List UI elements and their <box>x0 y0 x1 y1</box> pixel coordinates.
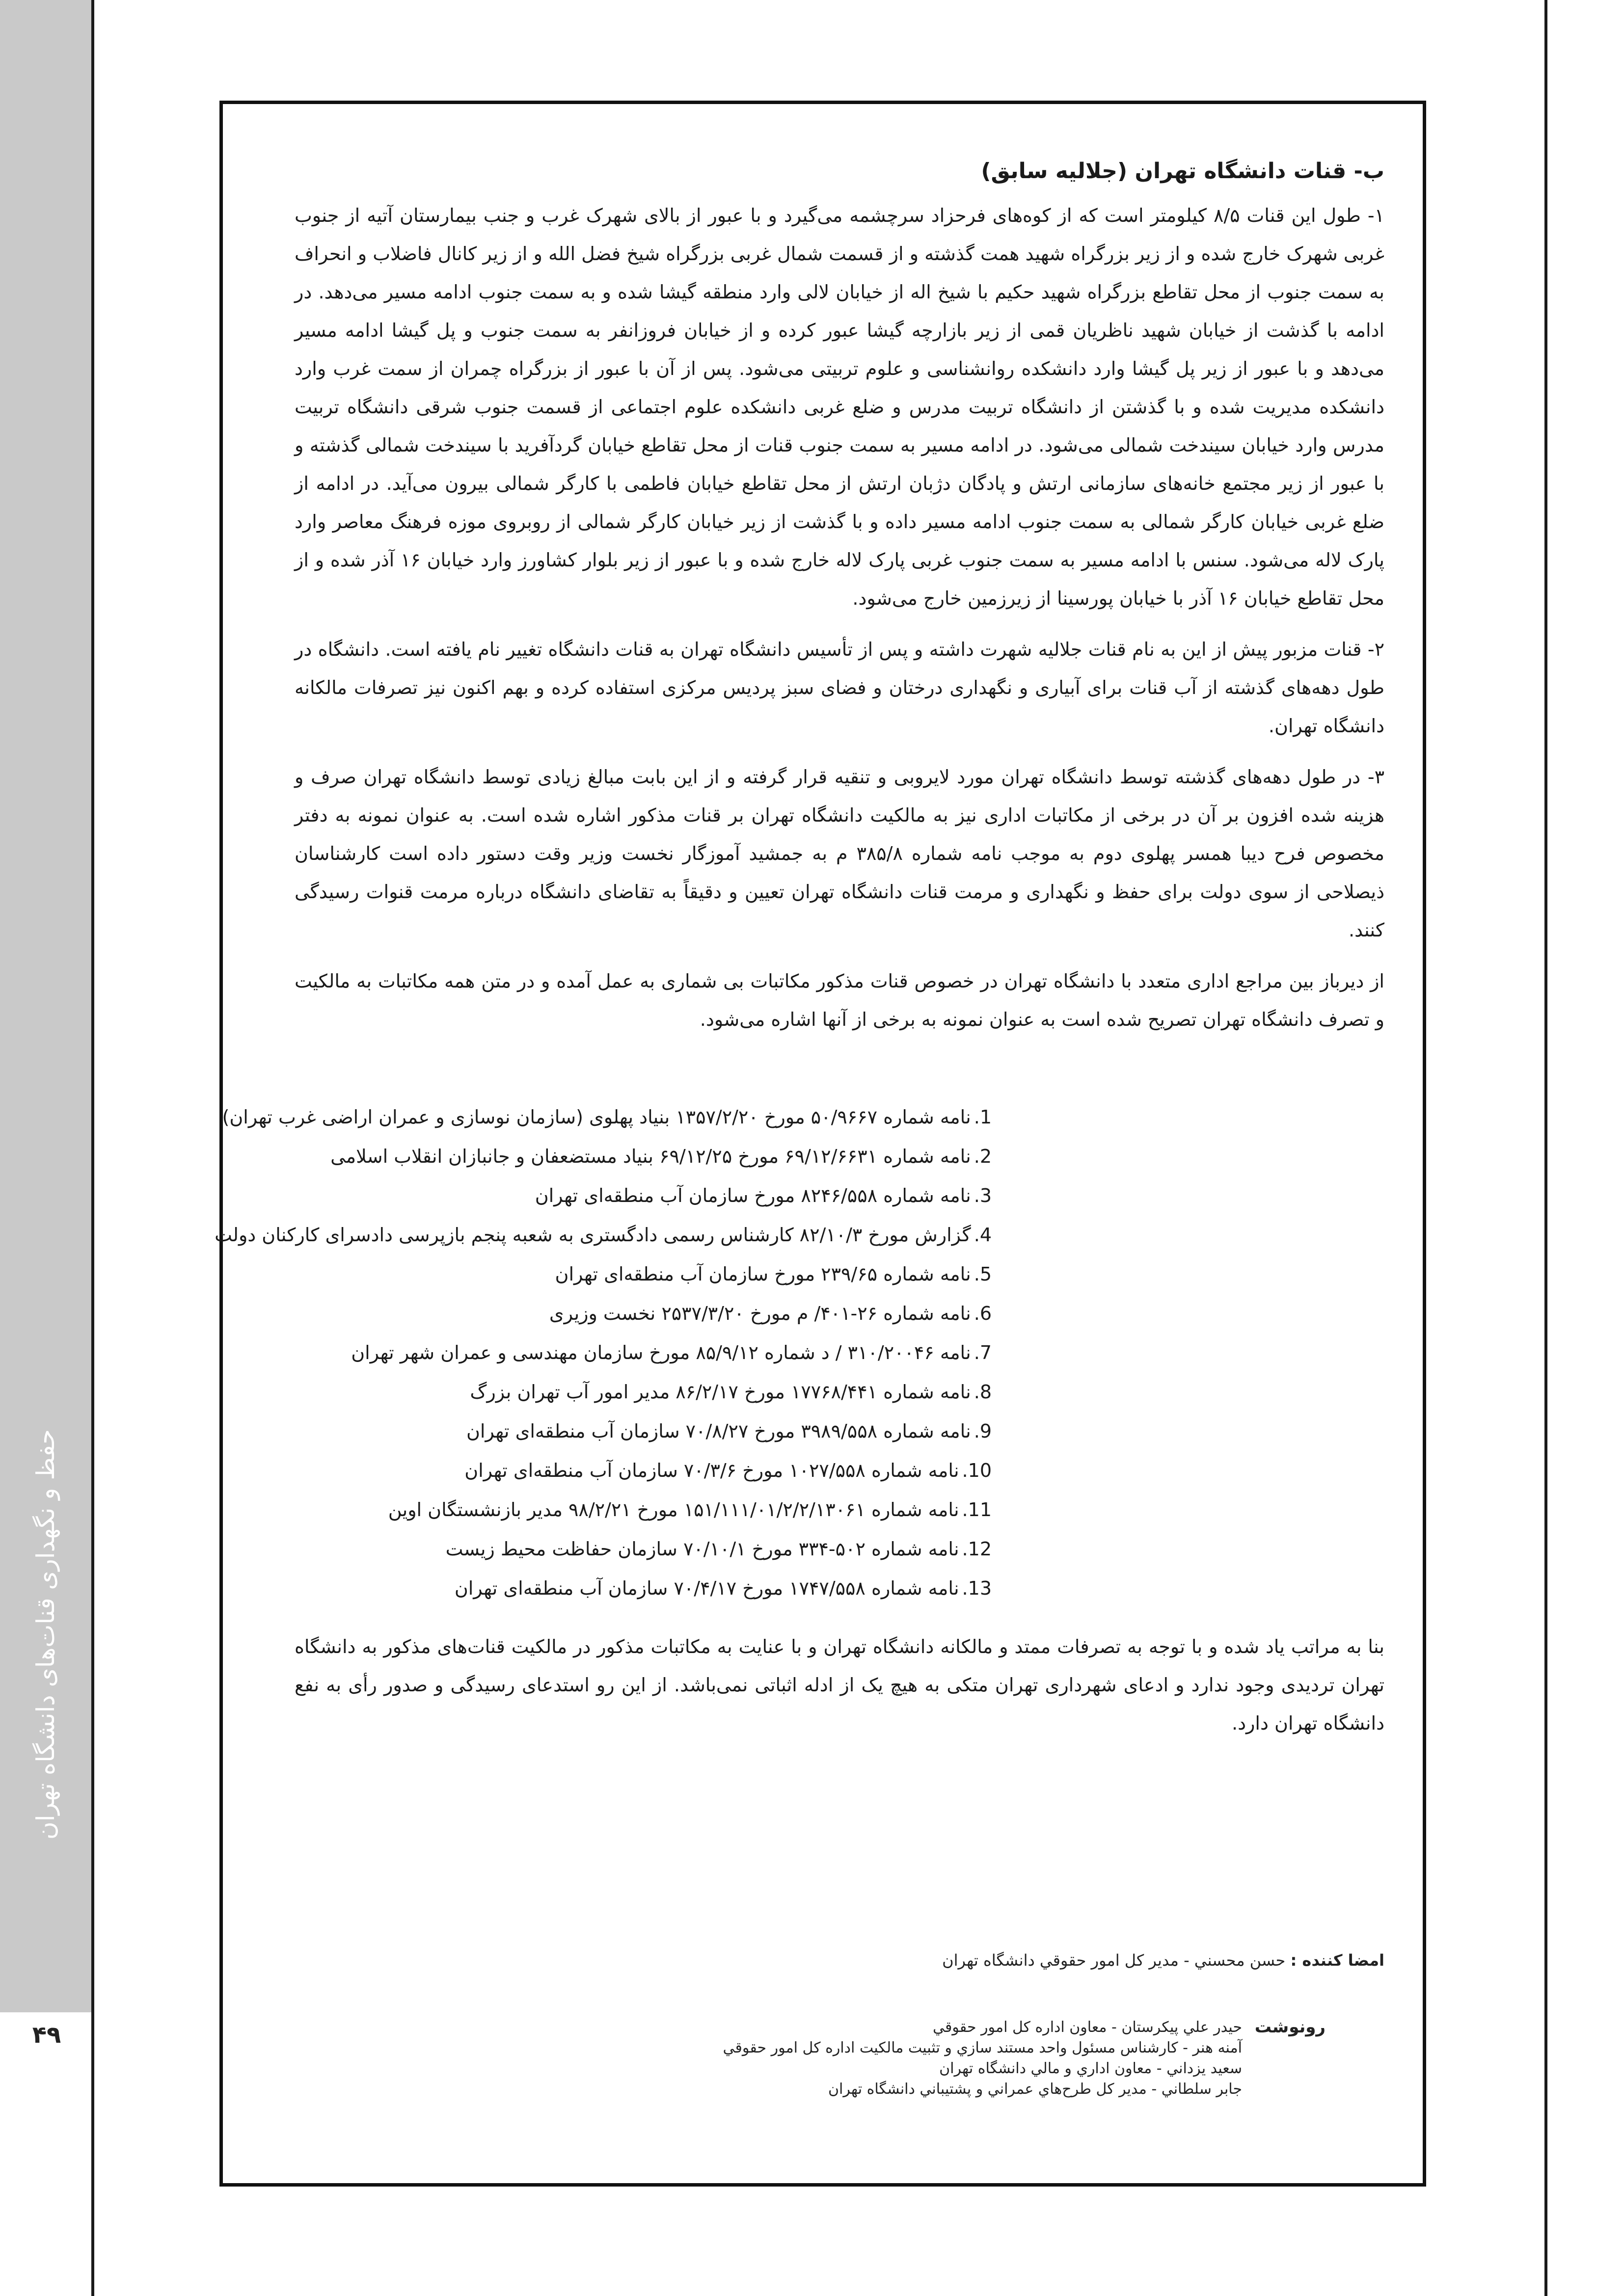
conclusion-paragraph: بنا به مراتب یاد شده و با توجه به تصرفات ممتد و مالکانه دانشگاه تهران و با عنایت به مکاتبات مذکور در مالکیت قنات‌های مذکور به دانشگاه تهران تردیدی وجود ندارد و ادعای شهرداری تهران متکی به هیچ یک از ادله اثباتی نمی‌باشد. از این رو استدعای رسیدگی و صدور رأی به نفع دانشگاه تهران دارد. <box>295 1636 1384 1734</box>
list-item: 8.نامه شماره ۱۷۷۶۸/۴۴۱ مورخ ۸۶/۲/۱۷ مدیر امور آب تهران بزرگ <box>470 1381 992 1403</box>
cc-label: رونوشت <box>1254 2017 1326 2037</box>
cc-item: جابر سلطاني - مدير كل طرح‌هاي عمراني و پشتيباني دانشگاه تهران <box>828 2081 1242 2098</box>
cc-item: سعيد يزداني - معاون اداري و مالي دانشگاه تهران <box>939 2060 1242 2077</box>
cc-item: آمنه هنر - كارشناس مسئول واحد مستند سازي و تثبيت مالكيت اداره كل امور حقوقي <box>723 2039 1242 2056</box>
sidebar-band <box>0 0 91 2012</box>
list-item: 5.نامه شماره ۲۳۹/۶۵ مورخ سازمان آب منطقه‌ای تهران <box>555 1263 992 1285</box>
cc-list <box>723 2017 1242 2100</box>
list-item: 1.نامه شماره ۵۰/۹۶۶۷ مورخ ۱۳۵۷/۲/۲۰ بنیاد پهلوی (سازمان نوسازی و عمران اراضی غرب تهران) <box>222 1106 992 1128</box>
list-item: 6.نامه شماره ۲۶-۴۰۱/ م مورخ ۲۵۳۷/۳/۲۰ نخست وزیری <box>549 1303 992 1324</box>
cc-item: حيدر علي پيكرستان - معاون اداره كل امور حقوقي <box>932 2019 1242 2036</box>
paragraph-3: ۳- در طول دهه‌های گذشته توسط دانشگاه تهران مورد لایروبی و تنقیه قرار گرفته و از این بابت مبالغ زیادی توسط دانشگاه تهران صرف و هزینه شده افزون بر آن در برخی از مکاتبات اداری نیز به مالکیت دانشگاه تهران بر قنات مذکور اشاره شده است. به عنوان نمونه به دفتر مخصوص فرح دیبا همسر پهلوی دوم به موجب نامه شماره ۳۸۵/۸ م به جمشید آموزگار نخست وزیر وقت دستور داده است کارشناسان ذیصلاحی از سوی دولت برای حفظ و نگهداری و مرمت قنات دانشگاه تهران تعیین و دقیقاً به تقاضای دانشگاه درباره مرمت قنوات رسیدگی کنند. <box>295 766 1384 941</box>
letters-list <box>215 1097 1384 1608</box>
paragraph-4: از دیرباز بین مراجع اداری متعدد با دانشگاه تهران در خصوص قنات مذکور مکاتبات بی شماری به عمل آمده و در متن همه مکاتبات به مالکیت و تصرف دانشگاه تهران تصریح شده است به عنوان نمونه به برخی از آنها اشاره می‌شود. <box>295 970 1384 1030</box>
page-number: ۴۹ <box>32 2021 61 2049</box>
list-item: 2.نامه شماره ۶۹/۱۲/۶۶۳۱ مورخ ۶۹/۱۲/۲۵ بنیاد مستضعفان و جانبازان انقلاب اسلامی <box>330 1146 992 1167</box>
paragraph-1: ۱- طول این قنات ۸/۵ کیلومتر است که از کوه‌های فرحزاد سرچشمه می‌گیرد و با عبور از بالای شهرک غرب و جنب بیمارستان آتیه از جنوب غربی شهرک خارج شده و از زیر بزرگراه شهید همت گذشته و از قسمت شمال غربی بزرگراه شیخ فضل الله و از زیر کانال فاضلاب و انحراف به سمت جنوب از محل تقاطع بزرگراه شهید حکیم با شیخ اله از خیابان لالی وارد منطقه گیشا شده و به سمت جنوب ادامه مسیر می‌دهد. در ادامه با گذشت از خیابان شهید ناظریان قمی از زیر بازارچه گیشا عبور کرده و از خیابان فروزانفر به سمت جنوب و پل گیشا ادامه مسیر می‌دهد و با عبور از زیر پل گیشا وارد دانشکده روانشناسی و علوم تربیتی می‌شود. پس از آن با عبور از بزرگراه چمران از سمت غرب وارد دانشکده مدیریت شده و با گذشتن از دانشگاه تربیت مدرس و ضلع غربی دانشکده علوم اجتماعی از قسمت جنوب شرقی دانشگاه تربیت مدرس وارد خیابان سیندخت شمالی می‌شود. در ادامه مسیر به سمت جنوب قنات از محل تقاطع خیابان گردآفرید با سیندخت شمالی گذشته و با عبور از زیر مجتمع خانه‌های سازمانی ارتش و پادگان دژبان ارتش از محل تقاطع خیابان فاطمی با کارگر شمالی بیرون می‌آید. در ادامه از ضلع غربی خیابان کارگر شمالی به سمت جنوب ادامه مسیر داده و با گذشت از زیر خیابان کارگر شمالی از روبروی موزه فرهنگ معاصر وارد پارک لاله می‌شود. سنس با ادامه مسیر به سمت جنوب غربی پارک لاله خارج شده و با عبور از زیر بلوار کشاورز وارد خیابان ۱۶ آذر شده و از محل تقاطع خیابان ۱۶ آذر با خیابان پورسینا از زیرزمین خارج می‌شود. <box>295 205 1384 609</box>
document-body <box>215 152 1384 1755</box>
list-item: 7.نامه ۳۱۰/۲۰۰۴۶ / د شماره ۸۵/۹/۱۲ مورخ سازمان مهندسی و عمران شهر تهران <box>351 1342 992 1363</box>
paragraph-2: ۲- قنات مزبور پیش از این به نام قنات جلالیه شهرت داشته و پس از تأسیس دانشگاه تهران به قنات دانشگاه تغییر نام یافته است. دانشگاه در طول دهه‌های گذشته از آب قنات برای آبیاری و نگهداری درختان و فضای سبز پردیس مرکزی استفاده کرده و بهم اکنون نیز تصرفات مالکانه دانشگاه تهران. <box>295 639 1384 737</box>
list-item: 10.نامه شماره ۱۰۲۷/۵۵۸ مورخ ۷۰/۳/۶ سازمان آب منطقه‌ای تهران <box>464 1460 992 1481</box>
signature-label: امضا کننده : <box>1290 1951 1384 1970</box>
right-margin-rule <box>1544 0 1547 2296</box>
list-item: 4.گزارش مورخ ۸۲/۱۰/۳ کارشناس رسمی دادگستری به شعبه پنجم بازپرسی دادسرای کارکنان دولت <box>215 1224 992 1246</box>
signature-line <box>295 1951 1384 1970</box>
left-margin-rule <box>91 0 94 2296</box>
list-item: 3.نامه شماره ۸۲۴۶/۵۵۸ مورخ سازمان آب منطقه‌ای تهران <box>535 1185 992 1206</box>
sidebar-title: حفظ و نگهداری قنات‌های دانشگاه تهران <box>31 1429 60 1840</box>
list-item: 9.نامه شماره ۳۹۸۹/۵۵۸ مورخ ۷۰/۸/۲۷ سازمان آب منطقه‌ای تهران <box>466 1420 992 1442</box>
document-title: ب- قنات دانشگاه تهران (جلالیه سابق) <box>981 159 1384 184</box>
list-item: 11.نامه شماره ۱۵۱/۱۱۱/۰۱/۲/۲/۱۳۰۶۱ مورخ ۹۸/۲/۲۱ مدیر بازنشستگان اوین <box>388 1499 992 1521</box>
list-item: 13.نامه شماره ۱۷۴۷/۵۵۸ مورخ ۷۰/۴/۱۷ سازمان آب منطقه‌ای تهران <box>454 1577 992 1599</box>
signature-value: حسن محسني - مدير كل امور حقوقي دانشگاه تهران <box>942 1951 1286 1970</box>
list-item: 12.نامه شماره ۵۰۲-۳۳۴ مورخ ۷۰/۱۰/۱ سازمان حفاظت محیط زیست <box>445 1538 992 1560</box>
